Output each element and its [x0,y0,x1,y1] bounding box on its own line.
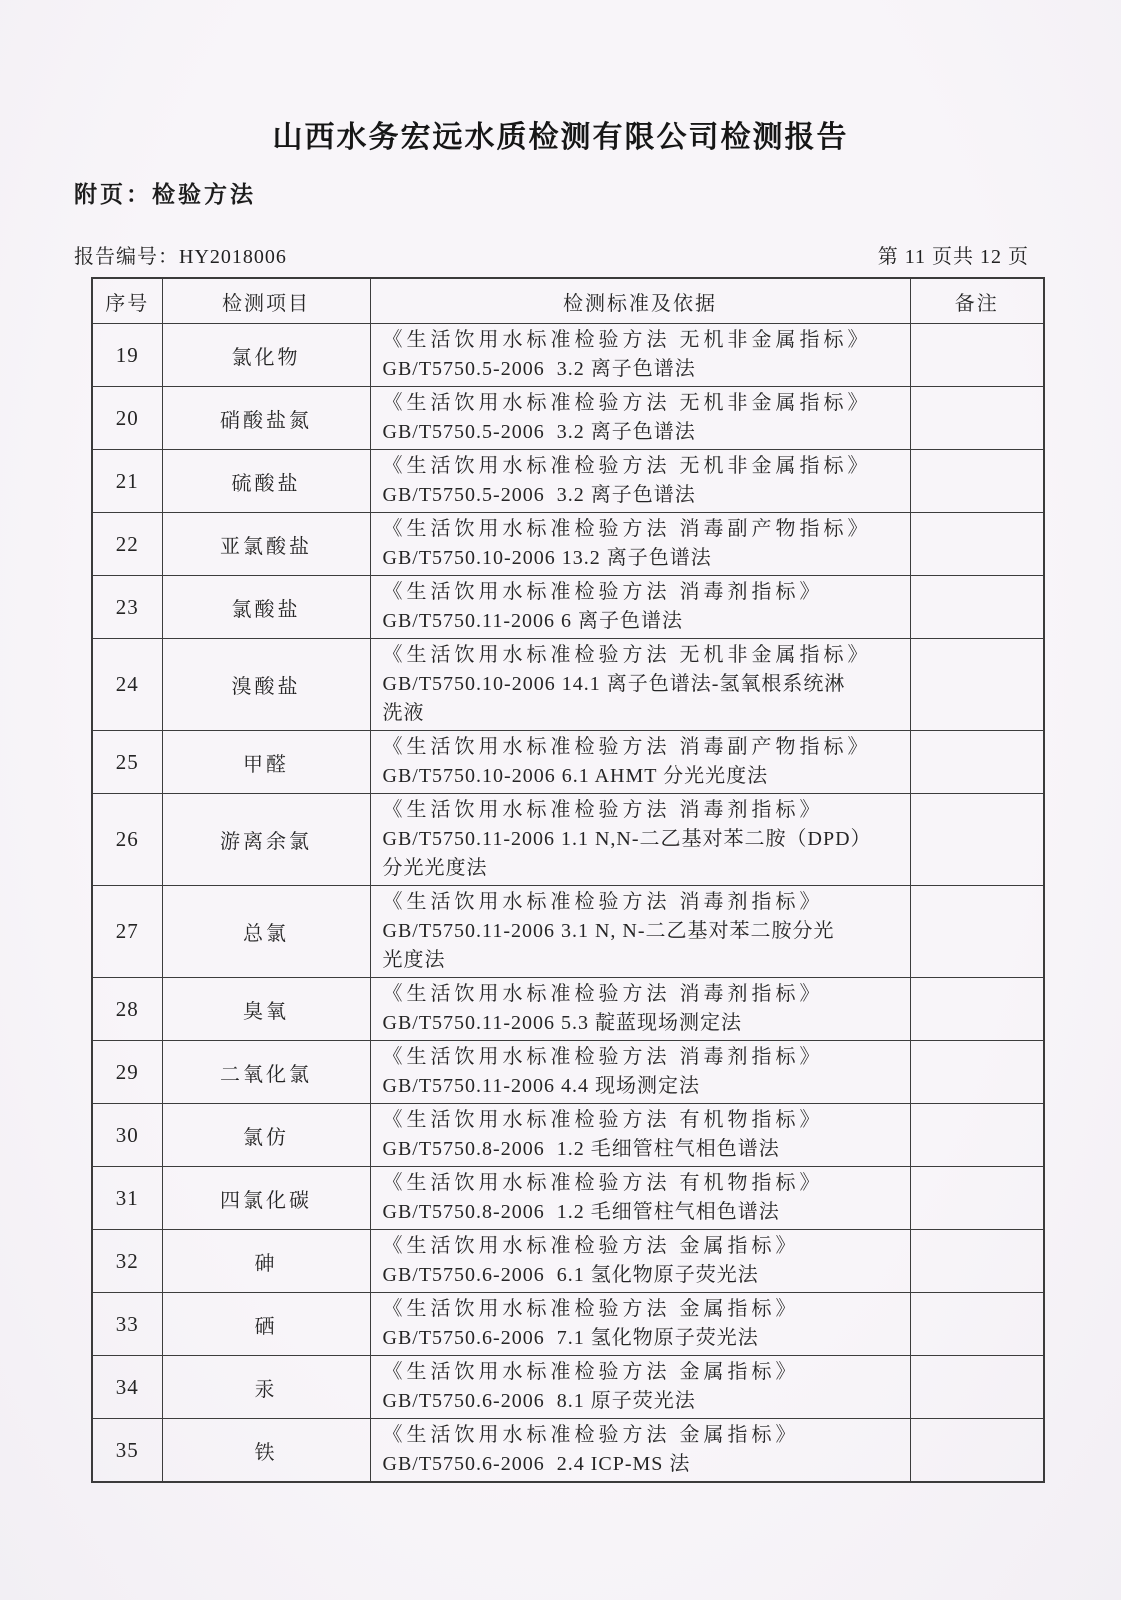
table-row [92,1104,1044,1167]
standard-line-2: GB/T5750.5-2006 3.2 离子色谱法 [382,358,696,380]
standard-line-2: GB/T5750.10-2006 6.1 AHMT 分光光度法 [382,765,769,787]
item-cell: 氯仿 [162,1104,370,1167]
serial-cell: 28 [92,978,162,1041]
methods-table [91,277,1045,1483]
remark-cell [910,1356,1044,1419]
serial-cell: 20 [92,387,162,450]
serial-cell: 19 [92,324,162,387]
item-cell: 硝酸盐氮 [162,387,370,450]
standard-line-3: 洗液 [382,702,425,724]
serial-cell: 21 [92,450,162,513]
standard-cell [370,1041,910,1104]
item-cell: 游离余氯 [162,794,370,886]
standard-line-1: 《生活饮用水标准检验方法 金属指标》 [382,1424,800,1446]
item-cell: 甲醛 [162,731,370,794]
remark-cell [910,1293,1044,1356]
standard-line-2: GB/T5750.11-2006 3.1 N, N-二乙基对苯二胺分光 [382,920,835,942]
remark-cell [910,639,1044,731]
serial-cell: 22 [92,513,162,576]
item-cell: 四氯化碳 [162,1167,370,1230]
remark-cell [910,1167,1044,1230]
report-number-value: HY2018006 [179,246,287,268]
serial-cell: 25 [92,731,162,794]
standard-line-1: 《生活饮用水标准检验方法 消毒剂指标》 [382,581,824,603]
meta-row [74,240,1029,269]
table-row [92,450,1044,513]
standard-cell [370,1167,910,1230]
remark-cell [910,886,1044,978]
item-cell: 汞 [162,1356,370,1419]
standard-line-2: GB/T5750.11-2006 5.3 靛蓝现场测定法 [382,1012,742,1034]
col-header-standard: 检测标准及依据 [370,278,910,324]
table-row [92,576,1044,639]
table-row [92,387,1044,450]
table-row [92,794,1044,886]
item-cell: 硫酸盐 [162,450,370,513]
remark-cell [910,1230,1044,1293]
standard-line-1: 《生活饮用水标准检验方法 消毒剂指标》 [382,983,824,1005]
standard-cell [370,450,910,513]
col-header-serial: 序号 [92,278,162,324]
serial-cell: 29 [92,1041,162,1104]
remark-cell [910,978,1044,1041]
table-row [92,513,1044,576]
serial-cell: 35 [92,1419,162,1483]
item-cell: 总氯 [162,886,370,978]
page-indicator: 第 11 页共 12 页 [877,246,1029,268]
standard-line-3: 光度法 [382,949,446,971]
col-header-item: 检测项目 [162,278,370,324]
standard-cell [370,513,910,576]
standard-cell [370,1419,910,1483]
standard-line-2: GB/T5750.6-2006 2.4 ICP-MS 法 [382,1453,691,1475]
item-cell: 臭氧 [162,978,370,1041]
table-row [92,1419,1044,1483]
standard-line-3: 分光光度法 [382,857,488,879]
standard-cell [370,1293,910,1356]
serial-cell: 33 [92,1293,162,1356]
standard-cell [370,1104,910,1167]
remark-cell [910,1104,1044,1167]
standard-cell [370,794,910,886]
item-cell: 氯酸盐 [162,576,370,639]
appendix-heading: 附页：检验方法 [74,181,256,207]
table-row [92,324,1044,387]
standard-line-2: GB/T5750.11-2006 1.1 N,N-二乙基对苯二胺（DPD） [382,828,872,850]
standard-cell [370,731,910,794]
table-row [92,1041,1044,1104]
item-cell: 二氧化氯 [162,1041,370,1104]
remark-cell [910,513,1044,576]
standard-line-2: GB/T5750.11-2006 4.4 现场测定法 [382,1075,700,1097]
standard-line-2: GB/T5750.10-2006 14.1 离子色谱法-氢氧根系统淋 [382,673,846,695]
standard-cell [370,387,910,450]
standard-line-1: 《生活饮用水标准检验方法 金属指标》 [382,1235,800,1257]
item-cell: 铁 [162,1419,370,1483]
serial-cell: 27 [92,886,162,978]
serial-cell: 30 [92,1104,162,1167]
standard-line-1: 《生活饮用水标准检验方法 消毒副产物指标》 [382,518,872,540]
header-row [92,278,1044,324]
standard-line-1: 《生活饮用水标准检验方法 消毒副产物指标》 [382,736,872,758]
standard-line-1: 《生活饮用水标准检验方法 无机非金属指标》 [382,644,872,666]
remark-cell [910,387,1044,450]
standard-line-2: GB/T5750.5-2006 3.2 离子色谱法 [382,484,696,506]
standard-line-1: 《生活饮用水标准检验方法 有机物指标》 [382,1109,824,1131]
standard-line-1: 《生活饮用水标准检验方法 无机非金属指标》 [382,455,872,477]
remark-cell [910,324,1044,387]
standard-line-1: 《生活饮用水标准检验方法 无机非金属指标》 [382,392,872,414]
item-cell: 氯化物 [162,324,370,387]
standard-line-1: 《生活饮用水标准检验方法 金属指标》 [382,1298,800,1320]
item-cell: 溴酸盐 [162,639,370,731]
item-cell: 硒 [162,1293,370,1356]
standard-line-2: GB/T5750.10-2006 13.2 离子色谱法 [382,547,712,569]
standard-line-1: 《生活饮用水标准检验方法 消毒剂指标》 [382,799,824,821]
report-number [74,240,287,269]
table-row [92,639,1044,731]
table-row [92,1356,1044,1419]
standard-line-1: 《生活饮用水标准检验方法 金属指标》 [382,1361,800,1383]
table-row [92,1230,1044,1293]
item-cell: 砷 [162,1230,370,1293]
standard-line-1: 《生活饮用水标准检验方法 消毒剂指标》 [382,1046,824,1068]
standard-cell [370,576,910,639]
standard-cell [370,886,910,978]
standard-line-1: 《生活饮用水标准检验方法 消毒剂指标》 [382,891,824,913]
standard-line-2: GB/T5750.6-2006 8.1 原子荧光法 [382,1390,696,1412]
col-header-remark: 备注 [910,278,1044,324]
standard-cell [370,639,910,731]
remark-cell [910,576,1044,639]
table-row [92,1167,1044,1230]
standard-cell [370,978,910,1041]
standard-line-2: GB/T5750.6-2006 6.1 氢化物原子荧光法 [382,1264,759,1286]
serial-cell: 34 [92,1356,162,1419]
standard-line-1: 《生活饮用水标准检验方法 无机非金属指标》 [382,329,872,351]
standard-cell [370,324,910,387]
remark-cell [910,450,1044,513]
standard-line-2: GB/T5750.8-2006 1.2 毛细管柱气相色谱法 [382,1201,780,1223]
serial-cell: 31 [92,1167,162,1230]
serial-cell: 32 [92,1230,162,1293]
report-number-label: 报告编号： [74,246,179,268]
standard-line-1: 《生活饮用水标准检验方法 有机物指标》 [382,1172,824,1194]
report-title: 山西水务宏远水质检测有限公司检测报告 [272,121,849,154]
standard-line-2: GB/T5750.11-2006 6 离子色谱法 [382,610,683,632]
remark-cell [910,1419,1044,1483]
standard-line-2: GB/T5750.5-2006 3.2 离子色谱法 [382,421,696,443]
serial-cell: 23 [92,576,162,639]
item-cell: 亚氯酸盐 [162,513,370,576]
remark-cell [910,794,1044,886]
standard-line-2: GB/T5750.6-2006 7.1 氢化物原子荧光法 [382,1327,759,1349]
standard-cell [370,1230,910,1293]
table-row [92,1293,1044,1356]
serial-cell: 24 [92,639,162,731]
standard-line-2: GB/T5750.8-2006 1.2 毛细管柱气相色谱法 [382,1138,780,1160]
table-row [92,978,1044,1041]
remark-cell [910,731,1044,794]
table-row [92,886,1044,978]
table-row [92,731,1044,794]
standard-cell [370,1356,910,1419]
serial-cell: 26 [92,794,162,886]
remark-cell [910,1041,1044,1104]
